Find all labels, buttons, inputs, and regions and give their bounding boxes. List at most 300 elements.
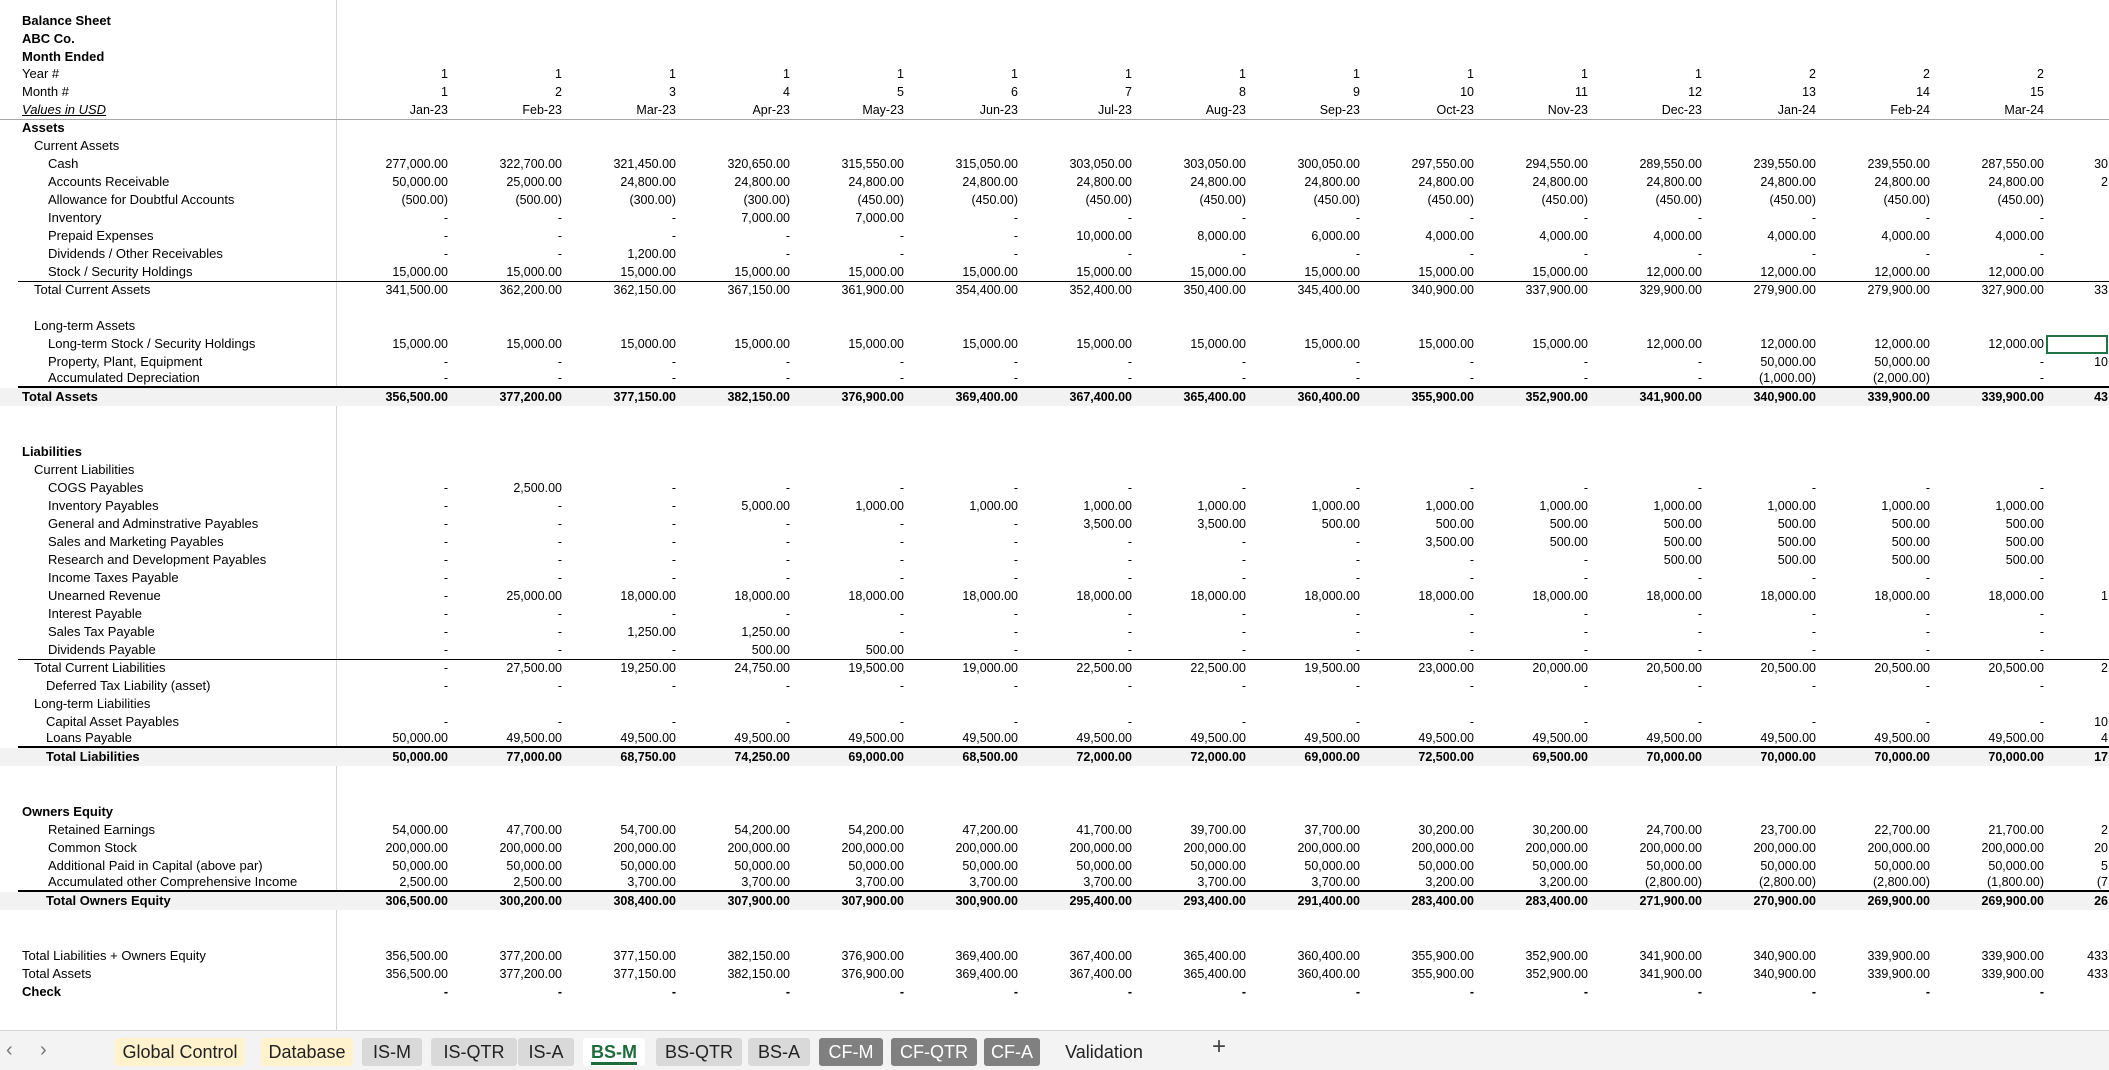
cell-dec-23[interactable]: 500.00 <box>1663 535 1702 549</box>
cell-sep-23[interactable]: 6,000.00 <box>1311 229 1360 243</box>
row-label[interactable]: Liabilities <box>22 444 82 459</box>
cell-feb-24[interactable]: 18,000.00 <box>1874 589 1930 603</box>
cell-feb-24[interactable]: - <box>1925 715 1930 729</box>
cell-aug-23[interactable]: 49,500.00 <box>1190 731 1246 745</box>
cell-apr-23[interactable]: - <box>785 355 790 369</box>
cell-feb-24[interactable]: 12,000.00 <box>1874 265 1930 279</box>
cell-mar-24[interactable]: 500.00 <box>2005 535 2044 549</box>
cell-partial-next-column[interactable]: 1 <box>2101 589 2108 603</box>
row-label[interactable]: Loans Payable <box>46 730 133 745</box>
tab-cf-a[interactable] <box>984 1038 1040 1066</box>
cell-jul-23[interactable]: - <box>1127 643 1132 657</box>
cell-jan-23[interactable]: - <box>443 607 448 621</box>
cell-jan-24[interactable]: 270,900.00 <box>1753 894 1816 908</box>
cell-dec-23[interactable]: 24,800.00 <box>1646 175 1702 189</box>
cell-oct-23[interactable]: 23,000.00 <box>1418 661 1474 675</box>
row-label[interactable]: Income Taxes Payable <box>48 570 179 585</box>
cell-aug-23[interactable]: - <box>1241 355 1246 369</box>
cell-jan-23[interactable]: 15,000.00 <box>392 337 448 351</box>
cell-jan-23[interactable]: - <box>443 517 448 531</box>
cell-jan-23[interactable]: - <box>443 211 448 225</box>
month-cell-jan-24[interactable]: 13 <box>1802 85 1816 99</box>
cell-mar-23[interactable]: - <box>671 607 676 621</box>
cell-feb-23[interactable]: 2,500.00 <box>513 875 562 889</box>
cell-oct-23[interactable]: 15,000.00 <box>1418 265 1474 279</box>
cell-may-23[interactable]: 49,500.00 <box>848 731 904 745</box>
row-label[interactable]: Check <box>22 984 62 999</box>
cell-jun-23[interactable]: 369,400.00 <box>955 967 1018 981</box>
cell-feb-23[interactable]: - <box>557 643 562 657</box>
cell-jun-23[interactable]: 47,200.00 <box>962 823 1018 837</box>
cell-dec-23[interactable]: - <box>1697 481 1702 495</box>
cell-jun-23[interactable]: - <box>1013 679 1018 693</box>
cell-aug-23[interactable]: - <box>1241 553 1246 567</box>
cell-jan-24[interactable]: 279,900.00 <box>1753 283 1816 297</box>
cell-mar-23[interactable]: - <box>671 715 676 729</box>
cell-jun-23[interactable]: - <box>1013 355 1018 369</box>
cell-apr-23[interactable]: 74,250.00 <box>734 750 790 764</box>
cell-mar-23[interactable]: 54,700.00 <box>620 823 676 837</box>
cell-mar-23[interactable]: 49,500.00 <box>620 731 676 745</box>
row-label[interactable]: Assets <box>22 120 65 135</box>
cell-may-23[interactable]: - <box>899 625 904 639</box>
cell-aug-23[interactable]: 293,400.00 <box>1183 894 1246 908</box>
row-label[interactable]: Accumulated Depreciation <box>48 370 200 385</box>
cell-nov-23[interactable]: - <box>1583 481 1588 495</box>
cell-oct-23[interactable]: 18,000.00 <box>1418 589 1474 603</box>
cell-partial-next-column[interactable]: 17 <box>2094 750 2108 764</box>
cell-aug-23[interactable]: 24,800.00 <box>1190 175 1246 189</box>
cell-nov-23[interactable]: - <box>1583 571 1588 585</box>
cell-aug-23[interactable]: 365,400.00 <box>1183 949 1246 963</box>
cell-may-23[interactable]: - <box>899 985 904 999</box>
cell-jan-24[interactable]: 340,900.00 <box>1753 967 1816 981</box>
year-cell-mar-24[interactable]: 2 <box>2037 67 2044 81</box>
cell-jan-23[interactable]: 50,000.00 <box>392 175 448 189</box>
cell-feb-23[interactable]: - <box>557 715 562 729</box>
cell-partial-next-column[interactable]: 20 <box>2094 841 2108 855</box>
month-cell-dec-23[interactable]: 12 <box>1688 85 1702 99</box>
cell-jan-24[interactable]: - <box>1811 607 1816 621</box>
cell-oct-23[interactable]: - <box>1469 679 1474 693</box>
cell-jan-24[interactable]: 50,000.00 <box>1760 859 1816 873</box>
cell-jan-24[interactable]: (2,800.00) <box>1759 875 1816 889</box>
cell-feb-24[interactable]: - <box>1925 625 1930 639</box>
cell-mar-23[interactable]: 321,450.00 <box>613 157 676 171</box>
cell-jul-23[interactable]: 50,000.00 <box>1076 859 1132 873</box>
row-label[interactable]: Total Liabilities + Owners Equity <box>22 948 206 963</box>
cell-apr-23[interactable]: 382,150.00 <box>727 390 790 404</box>
cell-feb-23[interactable]: 200,000.00 <box>499 841 562 855</box>
cell-jan-23[interactable]: 306,500.00 <box>385 894 448 908</box>
cell-nov-23[interactable]: 283,400.00 <box>1525 894 1588 908</box>
cell-mar-24[interactable]: (1,800.00) <box>1987 875 2044 889</box>
cell-jul-23[interactable]: - <box>1127 607 1132 621</box>
row-label[interactable]: Sales and Marketing Payables <box>48 534 224 549</box>
row-label[interactable]: Total Current Assets <box>34 282 151 297</box>
month-cell-jul-23[interactable]: 7 <box>1125 85 1132 99</box>
cell-oct-23[interactable]: 3,500.00 <box>1425 535 1474 549</box>
cell-jul-23[interactable]: 367,400.00 <box>1069 390 1132 404</box>
cell-feb-24[interactable]: 50,000.00 <box>1874 859 1930 873</box>
row-label[interactable]: Inventory Payables <box>48 498 159 513</box>
cell-feb-24[interactable]: 12,000.00 <box>1874 337 1930 351</box>
cell-dec-23[interactable]: 200,000.00 <box>1639 841 1702 855</box>
cell-dec-23[interactable]: 341,900.00 <box>1639 949 1702 963</box>
tab-cf-qtr[interactable] <box>891 1038 977 1066</box>
cell-jan-24[interactable]: 340,900.00 <box>1753 949 1816 963</box>
cell-apr-23[interactable]: 500.00 <box>751 643 790 657</box>
cell-oct-23[interactable]: 355,900.00 <box>1411 967 1474 981</box>
cell-jan-24[interactable]: 4,000.00 <box>1767 229 1816 243</box>
cell-may-23[interactable]: 376,900.00 <box>841 967 904 981</box>
cell-apr-23[interactable]: 5,000.00 <box>741 499 790 513</box>
cell-mar-23[interactable]: - <box>671 517 676 531</box>
cell-jan-23[interactable]: - <box>443 571 448 585</box>
cell-jan-23[interactable]: - <box>443 643 448 657</box>
cell-sep-23[interactable]: 69,000.00 <box>1304 750 1360 764</box>
cell-dec-23[interactable]: 50,000.00 <box>1646 859 1702 873</box>
cell-may-23[interactable]: 24,800.00 <box>848 175 904 189</box>
cell-may-23[interactable]: - <box>899 247 904 261</box>
cell-jul-23[interactable]: 49,500.00 <box>1076 731 1132 745</box>
cell-oct-23[interactable]: 500.00 <box>1435 517 1474 531</box>
cell-jul-23[interactable]: 352,400.00 <box>1069 283 1132 297</box>
cell-aug-23[interactable]: - <box>1241 371 1246 385</box>
cell-feb-23[interactable]: - <box>557 371 562 385</box>
cell-aug-23[interactable]: 1,000.00 <box>1197 499 1246 513</box>
cell-feb-24[interactable]: (450.00) <box>1883 193 1930 207</box>
cell-feb-24[interactable]: 239,550.00 <box>1867 157 1930 171</box>
cell-may-23[interactable]: - <box>899 517 904 531</box>
cell-sep-23[interactable]: 49,500.00 <box>1304 731 1360 745</box>
cell-feb-23[interactable]: - <box>557 355 562 369</box>
cell-jun-23[interactable]: 369,400.00 <box>955 949 1018 963</box>
cell-mar-24[interactable]: 24,800.00 <box>1988 175 2044 189</box>
cell-aug-23[interactable]: - <box>1241 985 1246 999</box>
cell-sep-23[interactable]: - <box>1355 211 1360 225</box>
cell-apr-23[interactable]: 24,750.00 <box>734 661 790 675</box>
cell-feb-24[interactable]: 339,900.00 <box>1867 967 1930 981</box>
cell-jan-23[interactable]: - <box>443 247 448 261</box>
cell-mar-23[interactable]: 362,150.00 <box>613 283 676 297</box>
cell-may-23[interactable]: 50,000.00 <box>848 859 904 873</box>
cell-aug-23[interactable]: 18,000.00 <box>1190 589 1246 603</box>
cell-dec-23[interactable]: - <box>1697 247 1702 261</box>
cell-sep-23[interactable]: 360,400.00 <box>1297 967 1360 981</box>
row-label[interactable]: Retained Earnings <box>48 822 155 837</box>
cell-mar-23[interactable]: - <box>671 211 676 225</box>
cell-oct-23[interactable]: - <box>1469 985 1474 999</box>
cell-sep-23[interactable]: 50,000.00 <box>1304 859 1360 873</box>
cell-apr-23[interactable]: 382,150.00 <box>727 967 790 981</box>
cell-may-23[interactable]: - <box>899 371 904 385</box>
cell-mar-24[interactable]: 70,000.00 <box>1988 750 2044 764</box>
cell-partial-next-column[interactable]: 433 <box>2087 967 2108 981</box>
cell-mar-24[interactable]: - <box>2039 643 2044 657</box>
cell-apr-23[interactable]: - <box>785 229 790 243</box>
cell-mar-24[interactable]: 327,900.00 <box>1981 283 2044 297</box>
cell-aug-23[interactable]: 3,500.00 <box>1197 517 1246 531</box>
cell-dec-23[interactable]: - <box>1697 715 1702 729</box>
cell-jan-23[interactable]: - <box>443 715 448 729</box>
year-cell-may-23[interactable]: 1 <box>897 67 904 81</box>
cell-oct-23[interactable]: 50,000.00 <box>1418 859 1474 873</box>
cell-mar-24[interactable]: 49,500.00 <box>1988 731 2044 745</box>
cell-apr-23[interactable]: 367,150.00 <box>727 283 790 297</box>
month-cell-sep-23[interactable]: 9 <box>1353 85 1360 99</box>
cell-dec-23[interactable]: 271,900.00 <box>1639 894 1702 908</box>
tab-bs-m[interactable] <box>583 1038 645 1066</box>
cell-jan-24[interactable]: 200,000.00 <box>1753 841 1816 855</box>
cell-sep-23[interactable]: 24,800.00 <box>1304 175 1360 189</box>
row-label[interactable]: Capital Asset Payables <box>46 714 179 729</box>
cell-sep-23[interactable]: - <box>1355 553 1360 567</box>
cell-nov-23[interactable]: 294,550.00 <box>1525 157 1588 171</box>
cell-jan-24[interactable]: 49,500.00 <box>1760 731 1816 745</box>
tab-global-control[interactable] <box>115 1038 245 1066</box>
cell-jan-24[interactable]: 12,000.00 <box>1760 337 1816 351</box>
cell-dec-23[interactable]: (2,800.00) <box>1645 875 1702 889</box>
cell-partial-next-column[interactable]: 10 <box>2094 355 2108 369</box>
column-header-jan-23[interactable]: Jan-23 <box>409 103 448 117</box>
cell-mar-24[interactable]: - <box>2039 985 2044 999</box>
cell-sep-23[interactable]: - <box>1355 643 1360 657</box>
cell-mar-24[interactable]: 269,900.00 <box>1981 894 2044 908</box>
cell-partial-next-column[interactable]: (7 <box>2096 875 2108 889</box>
cell-mar-24[interactable]: - <box>2039 625 2044 639</box>
cell-jul-23[interactable]: 3,700.00 <box>1083 875 1132 889</box>
cell-mar-24[interactable]: 339,900.00 <box>1981 949 2044 963</box>
cell-may-23[interactable]: 500.00 <box>865 643 904 657</box>
column-header-jul-23[interactable]: Jul-23 <box>1097 103 1132 117</box>
cell-partial-next-column[interactable]: 10 <box>2094 715 2108 729</box>
cell-may-23[interactable]: 54,200.00 <box>848 823 904 837</box>
cell-jun-23[interactable]: - <box>1013 715 1018 729</box>
cell-mar-23[interactable]: - <box>671 985 676 999</box>
cell-oct-23[interactable]: 1,000.00 <box>1425 499 1474 513</box>
cell-mar-24[interactable]: 50,000.00 <box>1988 859 2044 873</box>
cell-jun-23[interactable]: - <box>1013 643 1018 657</box>
cell-jul-23[interactable]: 24,800.00 <box>1076 175 1132 189</box>
cell-partial-next-column[interactable]: 30 <box>2094 157 2108 171</box>
cell-oct-23[interactable]: - <box>1469 625 1474 639</box>
cell-jan-24[interactable]: (450.00) <box>1769 193 1816 207</box>
cell-aug-23[interactable]: 8,000.00 <box>1197 229 1246 243</box>
cell-mar-23[interactable]: - <box>671 481 676 495</box>
row-label[interactable]: COGS Payables <box>48 480 144 495</box>
cell-jan-24[interactable]: (1,000.00) <box>1759 371 1816 385</box>
cell-feb-24[interactable]: 279,900.00 <box>1867 283 1930 297</box>
cell-jul-23[interactable]: 367,400.00 <box>1069 967 1132 981</box>
row-label[interactable]: Long-term Stock / Security Holdings <box>48 336 256 351</box>
cell-jan-24[interactable]: - <box>1811 481 1816 495</box>
cell-aug-23[interactable]: 72,000.00 <box>1190 750 1246 764</box>
cell-sep-23[interactable]: 300,050.00 <box>1297 157 1360 171</box>
cell-jun-23[interactable]: 49,500.00 <box>962 731 1018 745</box>
cell-nov-23[interactable]: - <box>1583 643 1588 657</box>
cell-feb-24[interactable]: 1,000.00 <box>1881 499 1930 513</box>
cell-mar-24[interactable]: 4,000.00 <box>1995 229 2044 243</box>
cell-mar-23[interactable]: - <box>671 679 676 693</box>
cell-jan-23[interactable]: 356,500.00 <box>385 949 448 963</box>
cell-jun-23[interactable]: - <box>1013 481 1018 495</box>
cell-partial-next-column[interactable]: 5 <box>2101 859 2108 873</box>
cell-sep-23[interactable]: - <box>1355 355 1360 369</box>
row-label[interactable]: General and Adminstrative Payables <box>48 516 259 531</box>
column-header-nov-23[interactable]: Nov-23 <box>1547 103 1588 117</box>
cell-mar-24[interactable]: - <box>2039 355 2044 369</box>
cell-may-23[interactable]: 376,900.00 <box>841 390 904 404</box>
cell-jun-23[interactable]: 354,400.00 <box>955 283 1018 297</box>
cell-feb-23[interactable]: - <box>557 535 562 549</box>
cell-aug-23[interactable]: - <box>1241 481 1246 495</box>
cell-dec-23[interactable]: - <box>1697 607 1702 621</box>
cell-oct-23[interactable]: 72,500.00 <box>1418 750 1474 764</box>
cell-dec-23[interactable]: - <box>1697 643 1702 657</box>
cell-jul-23[interactable]: - <box>1127 371 1132 385</box>
cell-feb-23[interactable]: - <box>557 679 562 693</box>
cell-jan-23[interactable]: - <box>443 589 448 603</box>
cell-dec-23[interactable]: 341,900.00 <box>1639 390 1702 404</box>
cell-apr-23[interactable]: - <box>785 535 790 549</box>
cell-jul-23[interactable]: 200,000.00 <box>1069 841 1132 855</box>
year-cell-oct-23[interactable]: 1 <box>1467 67 1474 81</box>
cell-partial-next-column[interactable]: 433 <box>2087 949 2108 963</box>
cell-feb-23[interactable]: - <box>557 517 562 531</box>
add-sheet-icon[interactable]: + <box>1212 1033 1227 1060</box>
cell-nov-23[interactable]: - <box>1583 679 1588 693</box>
month-cell-mar-23[interactable]: 3 <box>669 85 676 99</box>
cell-dec-23[interactable]: - <box>1697 371 1702 385</box>
cell-aug-23[interactable]: 3,700.00 <box>1197 875 1246 889</box>
cell-nov-23[interactable]: 352,900.00 <box>1525 967 1588 981</box>
cell-jan-23[interactable]: 356,500.00 <box>385 967 448 981</box>
cell-aug-23[interactable]: - <box>1241 211 1246 225</box>
cell-partial-next-column[interactable]: 33 <box>2094 283 2108 297</box>
cell-jan-23[interactable]: - <box>443 679 448 693</box>
row-label[interactable]: Current Assets <box>34 138 120 153</box>
row-label[interactable]: Total Liabilities <box>46 749 140 764</box>
cell-jan-23[interactable]: 15,000.00 <box>392 265 448 279</box>
year-cell-nov-23[interactable]: 1 <box>1581 67 1588 81</box>
cell-nov-23[interactable]: 352,900.00 <box>1525 390 1588 404</box>
cell-apr-23[interactable]: - <box>785 247 790 261</box>
cell-jul-23[interactable]: 367,400.00 <box>1069 949 1132 963</box>
cell-jun-23[interactable]: - <box>1013 571 1018 585</box>
cell-jan-23[interactable]: (500.00) <box>401 193 448 207</box>
cell-apr-23[interactable]: 307,900.00 <box>727 894 790 908</box>
month-cell-jan-23[interactable]: 1 <box>441 85 448 99</box>
cell-mar-24[interactable]: - <box>2039 371 2044 385</box>
cell-jul-23[interactable]: - <box>1127 571 1132 585</box>
cell-aug-23[interactable]: - <box>1241 607 1246 621</box>
cell-oct-23[interactable]: - <box>1469 371 1474 385</box>
cell-apr-23[interactable]: (300.00) <box>743 193 790 207</box>
month-cell-mar-24[interactable]: 15 <box>2030 85 2044 99</box>
row-label[interactable]: Property, Plant, Equipment <box>48 354 203 369</box>
cell-jan-23[interactable]: - <box>443 985 448 999</box>
cell-dec-23[interactable]: - <box>1697 211 1702 225</box>
cell-aug-23[interactable]: (450.00) <box>1199 193 1246 207</box>
cell-apr-23[interactable]: 320,650.00 <box>727 157 790 171</box>
cell-mar-23[interactable]: 1,200.00 <box>627 247 676 261</box>
cell-jan-24[interactable]: 70,000.00 <box>1760 750 1816 764</box>
cell-aug-23[interactable]: - <box>1241 643 1246 657</box>
cell-nov-23[interactable]: 15,000.00 <box>1532 337 1588 351</box>
cell-feb-23[interactable]: 15,000.00 <box>506 337 562 351</box>
tab-database[interactable] <box>261 1038 353 1066</box>
cell-jan-23[interactable]: - <box>443 481 448 495</box>
cell-may-23[interactable]: - <box>899 535 904 549</box>
cell-apr-23[interactable]: 1,250.00 <box>741 625 790 639</box>
cell-may-23[interactable]: - <box>899 679 904 693</box>
cell-oct-23[interactable]: 49,500.00 <box>1418 731 1474 745</box>
cell-feb-24[interactable]: 269,900.00 <box>1867 894 1930 908</box>
row-label[interactable]: Common Stock <box>48 840 137 855</box>
cell-jul-23[interactable]: - <box>1127 481 1132 495</box>
cell-jul-23[interactable]: 72,000.00 <box>1076 750 1132 764</box>
cell-jun-23[interactable]: - <box>1013 607 1018 621</box>
cell-apr-23[interactable]: 7,000.00 <box>741 211 790 225</box>
cell-sep-23[interactable]: 345,400.00 <box>1297 283 1360 297</box>
cell-mar-24[interactable]: 18,000.00 <box>1988 589 2044 603</box>
cell-jan-24[interactable]: 50,000.00 <box>1760 355 1816 369</box>
cell-jan-23[interactable]: 341,500.00 <box>385 283 448 297</box>
cell-jan-24[interactable]: 500.00 <box>1777 553 1816 567</box>
cell-apr-23[interactable]: - <box>785 517 790 531</box>
cell-aug-23[interactable]: - <box>1241 679 1246 693</box>
cell-feb-23[interactable]: 15,000.00 <box>506 265 562 279</box>
cell-jan-24[interactable]: 24,800.00 <box>1760 175 1816 189</box>
cell-jun-23[interactable]: 24,800.00 <box>962 175 1018 189</box>
cell-jan-24[interactable]: 23,700.00 <box>1760 823 1816 837</box>
tab-bs-qtr[interactable] <box>656 1038 742 1066</box>
cell-dec-23[interactable]: - <box>1697 355 1702 369</box>
cell-sep-23[interactable]: 1,000.00 <box>1311 499 1360 513</box>
cell-apr-23[interactable]: - <box>785 571 790 585</box>
cell-nov-23[interactable]: - <box>1583 211 1588 225</box>
cell-mar-24[interactable]: 339,900.00 <box>1981 390 2044 404</box>
cell-partial-next-column[interactable]: 26 <box>2094 894 2108 908</box>
cell-mar-23[interactable]: 50,000.00 <box>620 859 676 873</box>
cell-feb-24[interactable]: 4,000.00 <box>1881 229 1930 243</box>
cell-mar-23[interactable]: - <box>671 371 676 385</box>
cell-mar-23[interactable]: - <box>671 229 676 243</box>
cell-dec-23[interactable]: 1,000.00 <box>1653 499 1702 513</box>
cell-sep-23[interactable]: 19,500.00 <box>1304 661 1360 675</box>
cell-mar-24[interactable]: - <box>2039 607 2044 621</box>
cell-feb-24[interactable]: - <box>1925 247 1930 261</box>
cell-jan-23[interactable]: - <box>443 355 448 369</box>
row-label[interactable]: Cash <box>48 156 79 171</box>
cell-dec-23[interactable]: 18,000.00 <box>1646 589 1702 603</box>
cell-mar-23[interactable]: 377,150.00 <box>613 390 676 404</box>
row-label[interactable]: Deferred Tax Liability (asset) <box>46 678 211 693</box>
cell-sep-23[interactable]: - <box>1355 481 1360 495</box>
column-header-jun-23[interactable]: Jun-23 <box>979 103 1018 117</box>
cell-mar-23[interactable]: - <box>671 535 676 549</box>
cell-may-23[interactable]: - <box>899 355 904 369</box>
cell-apr-23[interactable]: - <box>785 371 790 385</box>
cell-oct-23[interactable]: 297,550.00 <box>1411 157 1474 171</box>
cell-mar-24[interactable]: - <box>2039 481 2044 495</box>
cell-mar-23[interactable]: 19,250.00 <box>620 661 676 675</box>
column-header-mar-24[interactable]: Mar-24 <box>2004 103 2044 117</box>
cell-feb-23[interactable]: 2,500.00 <box>513 481 562 495</box>
cell-jan-24[interactable]: - <box>1811 643 1816 657</box>
cell-jun-23[interactable]: - <box>1013 535 1018 549</box>
